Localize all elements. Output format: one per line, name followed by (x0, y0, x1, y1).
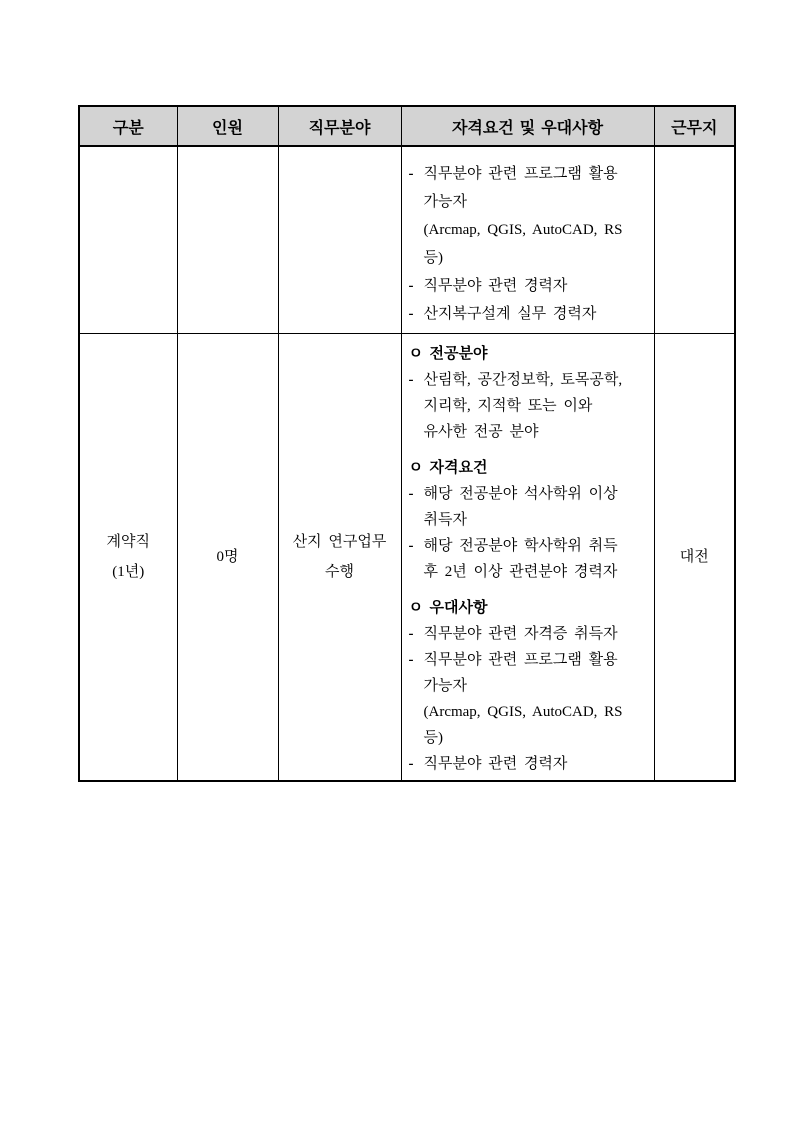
qual-text: 후 2년 이상 관련분야 경력자 (423, 563, 618, 580)
header-cell-category: 구분 (79, 106, 177, 146)
cell-category-empty (79, 146, 177, 333)
qual-text: 직무분야 관련 프로그램 활용 (423, 651, 618, 668)
qual-text: 가능자 (423, 677, 467, 694)
qual-line (409, 160, 650, 188)
dash-bullet: - (408, 371, 414, 388)
table-row-contract (79, 333, 735, 781)
cell-qualifications-continuation (401, 146, 654, 333)
qual-text: 산림학, 공간정보학, 토목공학, (423, 371, 623, 388)
dash-bullet: - (408, 651, 414, 668)
qual-line (409, 533, 650, 559)
qual-text: (Arcmap, QGIS, AutoCAD, RS (423, 222, 623, 238)
qual-line (409, 751, 650, 777)
qual-line (409, 419, 650, 445)
qual-text: 직무분야 관련 경력자 (423, 278, 568, 294)
cell-location-empty (654, 146, 735, 333)
qual-text: 해당 전공분야 학사학위 취득 (423, 537, 618, 554)
qual-line (409, 367, 650, 393)
dash-bullet: - (408, 755, 414, 772)
qual-line (409, 188, 650, 216)
qual-text: 우대사항 (429, 599, 488, 616)
qual-line (409, 272, 650, 300)
cell-job-field (278, 333, 401, 781)
category-line: 계약직 (106, 533, 150, 550)
qual-text: 가능자 (423, 194, 467, 210)
qual-heading (409, 455, 650, 481)
header-cell-qualifications: 자격요건 및 우대사항 (401, 106, 654, 146)
qual-line (409, 244, 650, 272)
qual-heading (409, 341, 650, 367)
qual-line (409, 673, 650, 699)
qual-line (409, 559, 650, 585)
dash-bullet: - (408, 485, 414, 502)
category-line: (1년) (112, 563, 145, 580)
qual-text: 직무분야 관련 자격증 취득자 (423, 625, 618, 642)
qual-text: 산지복구설계 실무 경력자 (423, 306, 597, 322)
qual-text: 유사한 전공 분야 (423, 423, 539, 440)
qual-text: 직무분야 관련 경력자 (423, 755, 568, 772)
table-row-continuation (79, 146, 735, 333)
dash-bullet: - (408, 166, 414, 182)
recruitment-table (78, 105, 736, 782)
cell-job-field-empty (278, 146, 401, 333)
dash-bullet: - (408, 625, 414, 642)
qual-text: 취득자 (423, 511, 467, 528)
qual-text: 지리학, 지적학 또는 이와 (423, 397, 593, 414)
qual-line (409, 507, 650, 533)
header-row (79, 106, 735, 146)
cell-qualifications (401, 333, 654, 781)
circle-bullet: ㅇ (408, 599, 423, 616)
qual-line (409, 621, 650, 647)
cell-headcount: 0명 (177, 333, 278, 781)
cell-location: 대전 (654, 333, 735, 781)
qual-text: 해당 전공분야 석사학위 이상 (423, 485, 618, 502)
qual-text: (Arcmap, QGIS, AutoCAD, RS (423, 703, 623, 720)
dash-bullet: - (408, 537, 414, 554)
qual-text: 직무분야 관련 프로그램 활용 (423, 166, 618, 182)
job-field-line: 산지 연구업무 (292, 533, 387, 550)
qual-text: 등) (423, 729, 443, 746)
qual-line (409, 216, 650, 244)
cell-category (79, 333, 177, 781)
qual-heading (409, 595, 650, 621)
qual-text: 전공분야 (429, 345, 488, 362)
job-field-line: 수행 (325, 563, 354, 580)
circle-bullet: ㅇ (408, 459, 423, 476)
qual-line (409, 699, 650, 725)
qual-line (409, 300, 650, 328)
header-cell-headcount: 인원 (177, 106, 278, 146)
dash-bullet: - (408, 306, 414, 322)
qual-line (409, 393, 650, 419)
dash-bullet: - (408, 278, 414, 294)
header-cell-location: 근무지 (654, 106, 735, 146)
qual-line (409, 481, 650, 507)
qual-line (409, 647, 650, 673)
circle-bullet: ㅇ (408, 345, 423, 362)
qual-line (409, 725, 650, 751)
qual-text: 등) (423, 250, 443, 266)
cell-headcount-empty (177, 146, 278, 333)
qual-text: 자격요건 (429, 459, 488, 476)
header-cell-job-field: 직무분야 (278, 106, 401, 146)
